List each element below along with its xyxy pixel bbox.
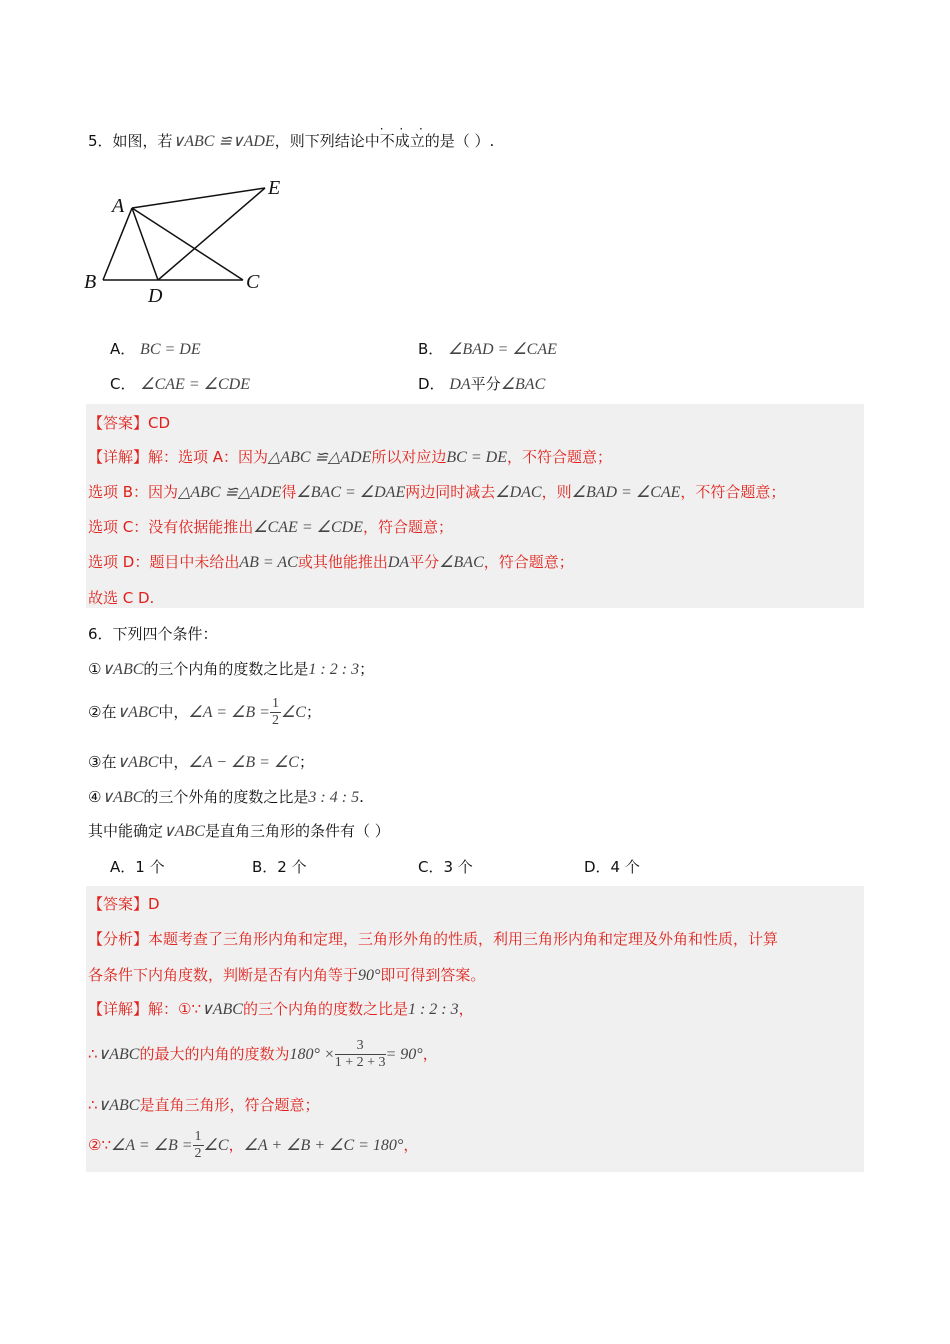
fraction-half: $\frac{1}{2}$: [271, 696, 279, 728]
q6-condition-2: ②在∨ABC中，∠A = ∠B = $\frac{1}{2}$ ∠C；: [88, 696, 321, 728]
label-e: E: [268, 177, 281, 199]
q6-analysis-1: 【分析】本题考查了三角形内角和定理，三角形外角的性质，利用三角形内角和定理及外角和性质，计算: [88, 930, 779, 948]
segment-ad: [132, 208, 158, 280]
label-d: D: [148, 285, 163, 307]
q6-detail-1: 【详解】解：①∵∨ABC的三个内角的度数之比是1 : 2 : 3，: [88, 1000, 474, 1018]
q6-analysis-2: 各条件下内角度数，判断是否有内角等于90°即可得到答案。: [88, 966, 486, 984]
label-c: C: [246, 271, 260, 293]
q5-option-b[interactable]: B． ∠BAD = ∠CAE: [418, 340, 557, 358]
q5-conclusion: 故选 C D.: [88, 589, 155, 607]
fraction-three-over-sum: $\frac{3}{1 + 2 + 3}$: [334, 1038, 386, 1070]
segment-ac: [132, 208, 243, 280]
q6-condition-3: ③在∨ABC中，∠A − ∠B = ∠C；: [88, 753, 314, 771]
q5-stem: 5．如图，若∨ABC ≌∨ADE，则下列结论中 · · · 不成立的是（ ）.: [88, 122, 495, 150]
q5-option-a[interactable]: A． BC = DE: [110, 340, 201, 358]
q5-answer: 【答案】CD: [88, 414, 171, 432]
q6-detail-2: ∴∨ABC的最大的内角的度数为180° × $\frac{3}{1 + 2 + 3}$ = 90°，: [88, 1038, 438, 1070]
q5-figure: [80, 170, 300, 310]
q6-option-c[interactable]: C．3 个: [418, 858, 473, 876]
q6-option-a[interactable]: A．1 个: [110, 858, 165, 876]
q5-option-c[interactable]: C． ∠CAE = ∠CDE: [110, 375, 250, 393]
q6-detail-3: ∴∨ABC是直角三角形，符合题意；: [88, 1096, 320, 1114]
q6-detail-4: ②∵∠A = ∠B = $\frac{1}{2}$ ∠C，∠A + ∠B + ∠C = 180°，: [88, 1129, 419, 1161]
q5-detail-2: 选项 B：因为△ABC ≌△ADE得∠BAC = ∠DAE两边同时减去∠DAC，则∠BAD = ∠CAE，不符合题意；: [88, 483, 786, 501]
q6-stem: 6．下列四个条件：: [88, 625, 218, 643]
q6-condition-1: ①∨ABC的三个内角的度数之比是1 : 2 : 3；: [88, 660, 375, 678]
q5-detail-4: 选项 D：题目中未给出AB = AC或其他能推出DA平分∠BAC，符合题意；: [88, 553, 574, 571]
fraction-half-2: $\frac{1}{2}$: [194, 1129, 202, 1161]
q6-option-d[interactable]: D．4 个: [584, 858, 640, 876]
q5-stem-math: ∨ABC ≌∨ADE: [172, 133, 275, 150]
q6-answer: 【答案】D: [88, 895, 160, 913]
q5-detail-3: 选项 C：没有依据能推出∠CAE = ∠CDE，符合题意；: [88, 518, 453, 536]
label-a: A: [112, 195, 125, 217]
q6-question: 其中能确定∨ABC是直角三角形的条件有（ ）: [88, 822, 390, 840]
segment-ab: [103, 208, 132, 280]
q5-option-d[interactable]: D． DA平分∠BAC: [418, 375, 546, 393]
label-b: B: [84, 271, 97, 293]
q5-detail-1: 【详解】解：选项 A：因为△ABC ≌△ADE所以对应边BC = DE，不符合题意；: [88, 448, 612, 466]
q6-condition-4: ④∨ABC的三个外角的度数之比是3 : 4 : 5.: [88, 788, 364, 806]
q6-option-b[interactable]: B．2 个: [252, 858, 307, 876]
q5-emphasis: · · · 不成立: [379, 122, 429, 150]
q5-solution-box: [86, 404, 864, 608]
